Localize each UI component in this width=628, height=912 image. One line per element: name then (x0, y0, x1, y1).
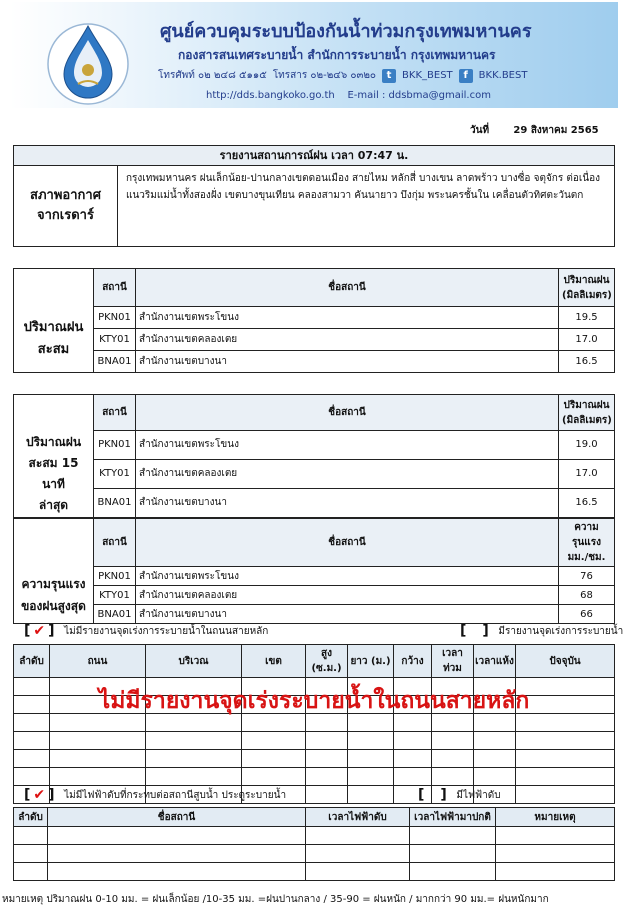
station-code: BNA01 (94, 351, 136, 373)
col-area: บริเวณ (146, 645, 242, 678)
header-title: ศูนย์ควบคุมระบบป้องกันน้ำท่วมกรุงเทพมหานคร (160, 21, 532, 42)
station-value: 19.0 (559, 431, 615, 460)
header-contact (158, 68, 527, 83)
drain-no-report-checkbox[interactable]: [ ✔ ] ไม่มีรายงานจุดเร่งการระบายน้ำในถนนสายหลัก (24, 623, 269, 639)
col-width: กว้าง (394, 645, 432, 678)
station-code: BNA01 (94, 488, 136, 517)
radar-label-line2: จากเรดาร์ (37, 208, 94, 223)
station-value: 17.0 (559, 329, 615, 351)
page-header (10, 2, 618, 108)
col-order: ลำดับ (14, 808, 48, 827)
radar-report-box (13, 145, 615, 247)
header-subtitle: กองสารสนเทศระบายน้ำ สำนักการระบายน้ำ กรุงเทพมหานคร (178, 48, 496, 62)
col-flood-time: เวลาท่วม (432, 645, 474, 678)
station-name: สำนักงานเขตพระโขนง (136, 307, 559, 329)
footnote: หมายเหตุ ปริมาณฝน 0-10 มม. = ฝนเล็กน้อย /10-35 มม. =ฝนปานกลาง / 35-90 = ฝนหนัก / มากกว่า 90 มม.= ฝนหนักมาก (2, 894, 549, 905)
radar-label (14, 166, 118, 246)
power-outage-table (13, 807, 615, 881)
col-station: สถานี (94, 519, 136, 567)
station-value: 16.5 (559, 351, 615, 373)
col-value: ความรุนแรง มม./ชม. (559, 519, 615, 567)
fax-number: โทรสาร ๐๒-๒๔๖ ๐๓๒๐ (272, 70, 377, 81)
station-name: สำนักงานเขตพระโขนง (136, 431, 559, 460)
rain-intensity-table (13, 518, 615, 624)
col-remark: หมายเหตุ (496, 808, 615, 827)
email-address[interactable]: E-mail : ddsbma@gmail.com (347, 90, 491, 101)
report-title: รายงานสถานการณ์ฝน เวลา 07:47 น. (14, 146, 614, 166)
col-value: ปริมาณฝน (มิลลิเมตร) (559, 269, 615, 307)
station-code: BNA01 (94, 605, 136, 624)
station-name: สำนักงานเขตพระโขนง (136, 567, 559, 586)
radar-label-line1: สภาพอากาศ (30, 188, 101, 203)
phone-number: โทรศัพท์ ๐๒ ๒๔๘ ๕๑๑๕ (158, 70, 267, 81)
col-district: เขต (242, 645, 306, 678)
station-value: 19.5 (559, 307, 615, 329)
date-label: วันที่ (470, 125, 490, 136)
rain-15min-label: ปริมาณฝน สะสม 15 นาที ล่าสุด (14, 431, 94, 518)
col-station: สถานี (94, 269, 136, 307)
power-no-outage-label: ไม่มีไฟฟ้าดับที่กระทบต่อสถานีสูบน้ำ ประตูระบายน้ำ (64, 789, 287, 801)
station-code: KTY01 (94, 459, 136, 488)
station-name: สำนักงานเขตคลองเตย (136, 329, 559, 351)
col-station-name: ชื่อสถานี (136, 395, 559, 431)
drain-no-report-label: ไม่มีรายงานจุดเร่งการระบายน้ำในถนนสายหลัก (64, 625, 269, 637)
station-value: 17.0 (559, 459, 615, 488)
col-current: ปัจจุบัน (516, 645, 615, 678)
station-name: สำนักงานเขตคลองเตย (136, 586, 559, 605)
col-value: ปริมาณฝน (มิลลิเมตร) (559, 395, 615, 431)
col-station-name: ชื่อสถานี (136, 269, 559, 307)
col-road: ถนน (50, 645, 146, 678)
station-code: PKN01 (94, 307, 136, 329)
rain-accum-label: ปริมาณฝน สะสม (14, 307, 94, 373)
facebook-icon[interactable]: f (459, 69, 473, 83)
header-web (206, 90, 491, 101)
station-code: PKN01 (94, 567, 136, 586)
bma-drainage-logo (44, 18, 132, 106)
station-name: สำนักงานเขตบางนา (136, 351, 559, 373)
station-name: สำนักงานเขตคลองเตย (136, 459, 559, 488)
station-value: 16.5 (559, 488, 615, 517)
power-outage-label: มีไฟฟ้าดับ (456, 789, 501, 801)
col-restore-time: เวลาไฟฟ้ามาปกติ (410, 808, 496, 827)
col-station: สถานี (94, 395, 136, 431)
col-station-name: ชื่อสถานี (136, 519, 559, 567)
station-code: PKN01 (94, 431, 136, 460)
report-date (470, 123, 599, 138)
col-outage-time: เวลาไฟฟ้าดับ (306, 808, 410, 827)
checkmark-icon: ✔ (33, 623, 46, 639)
no-drain-report-message: ไม่มีรายงานจุดเร่งระบายน้ำในถนนสายหลัก (98, 688, 530, 714)
rain-15min-table (13, 394, 615, 518)
station-value: 66 (559, 605, 615, 624)
twitter-handle[interactable]: BKK_BEST (402, 70, 453, 81)
facebook-handle[interactable]: BKK.BEST (478, 70, 528, 81)
station-name: สำนักงานเขตบางนา (136, 488, 559, 517)
website-link[interactable]: http://dds.bangkoko.go.th (206, 90, 335, 101)
col-dry-time: เวลาแห้ง (474, 645, 516, 678)
station-code: KTY01 (94, 586, 136, 605)
station-value: 76 (559, 567, 615, 586)
drain-points-table (13, 644, 615, 804)
station-code: KTY01 (94, 329, 136, 351)
checkmark-icon: ✔ (33, 787, 46, 803)
twitter-icon[interactable]: t (382, 69, 396, 83)
station-name: สำนักงานเขตบางนา (136, 605, 559, 624)
rain-intensity-label: ความรุนแรง ของฝนสูงสุด (14, 567, 94, 624)
col-length: ยาว (ม.) (348, 645, 394, 678)
station-value: 68 (559, 586, 615, 605)
date-value: 29 สิงหาคม 2565 (513, 125, 599, 136)
rain-accum-table (13, 268, 615, 373)
col-height: สูง (ซ.ม.) (306, 645, 348, 678)
drain-report-checkbox[interactable]: [ ] มีรายงานจุดเร่งการระบายน้ำ (460, 623, 624, 639)
power-outage-checkbox[interactable]: [ ] มีไฟฟ้าดับ (418, 787, 501, 803)
col-order: ลำดับ (14, 645, 50, 678)
radar-description: กรุงเทพมหานคร ฝนเล็กน้อย-ปานกลางเขตดอนเมือง สายไหม หลักสี่ บางเขน ลาดพร้าว บางซื่อ จตุจักร ต่อเนื่องแนวริมแม่น้ำทั้งสองฝั่ง เขตบางขุนเทียน คลองสามวา คันนายาว บึงกุ่ม พระนครชั้นใน เคลื่อนตัวทิศตะวันตก (126, 173, 601, 201)
drain-report-label: มีรายงานจุดเร่งการระบายน้ำ (498, 625, 624, 637)
col-station-name: ชื่อสถานี (48, 808, 306, 827)
power-no-outage-checkbox[interactable]: [ ✔ ] ไม่มีไฟฟ้าดับที่กระทบต่อสถานีสูบน้ำ ประตูระบายน้ำ (24, 787, 287, 803)
